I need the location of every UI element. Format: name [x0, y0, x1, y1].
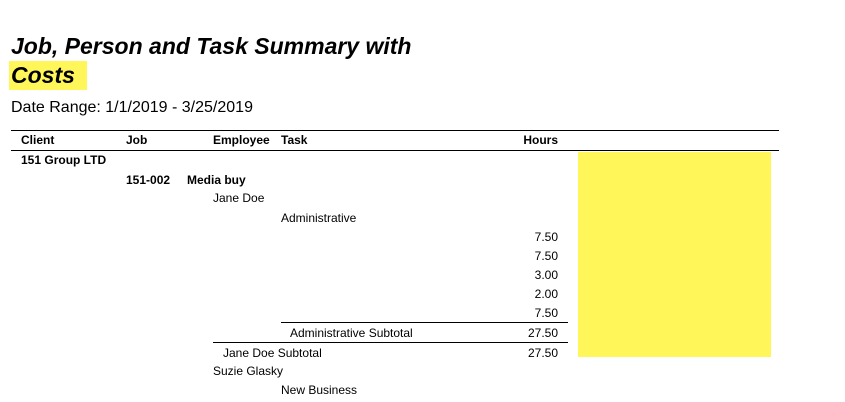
job-number: 151-002 — [126, 173, 171, 187]
report-title-line-1: Job, Person and Task Summary with — [11, 33, 412, 59]
task-subtotal-rule — [281, 322, 568, 323]
task-name: Administrative — [281, 211, 357, 225]
column-header-hours: Hours — [523, 133, 558, 147]
hours-entry: 7.50 — [534, 249, 558, 263]
employee-name: Jane Doe — [213, 191, 265, 205]
client-name: 151 Group LTD — [21, 153, 107, 167]
hours-entry: 7.50 — [534, 230, 558, 244]
employee-subtotal-label: Jane Doe Subtotal — [223, 346, 322, 360]
report-title-line-2 — [11, 61, 411, 90]
header-top-rule — [11, 130, 779, 131]
employee-name: Suzie Glasky — [213, 364, 284, 378]
task-name: New Business — [281, 383, 358, 397]
highlighted-title-word: Costs — [9, 61, 87, 90]
employee-subtotal-value: 27.50 — [527, 346, 558, 360]
hours-entry: 3.00 — [534, 268, 558, 282]
hours-entry: 2.00 — [534, 287, 558, 301]
employee-subtotal-rule — [213, 342, 568, 343]
date-range: Date Range: 1/1/2019 - 3/25/2019 — [11, 99, 253, 116]
report-title — [11, 32, 411, 90]
task-subtotal-label: Administrative Subtotal — [290, 326, 413, 340]
column-header-client: Client — [21, 133, 55, 147]
hours-entry: 7.50 — [534, 306, 558, 320]
column-header-task: Task — [281, 133, 308, 147]
column-header-job: Job — [126, 133, 148, 147]
column-header-employee: Employee — [213, 133, 270, 147]
task-subtotal-value: 27.50 — [527, 326, 558, 340]
job-name: Media buy — [187, 173, 246, 187]
header-bottom-rule — [11, 150, 779, 151]
highlight-region — [578, 152, 771, 357]
